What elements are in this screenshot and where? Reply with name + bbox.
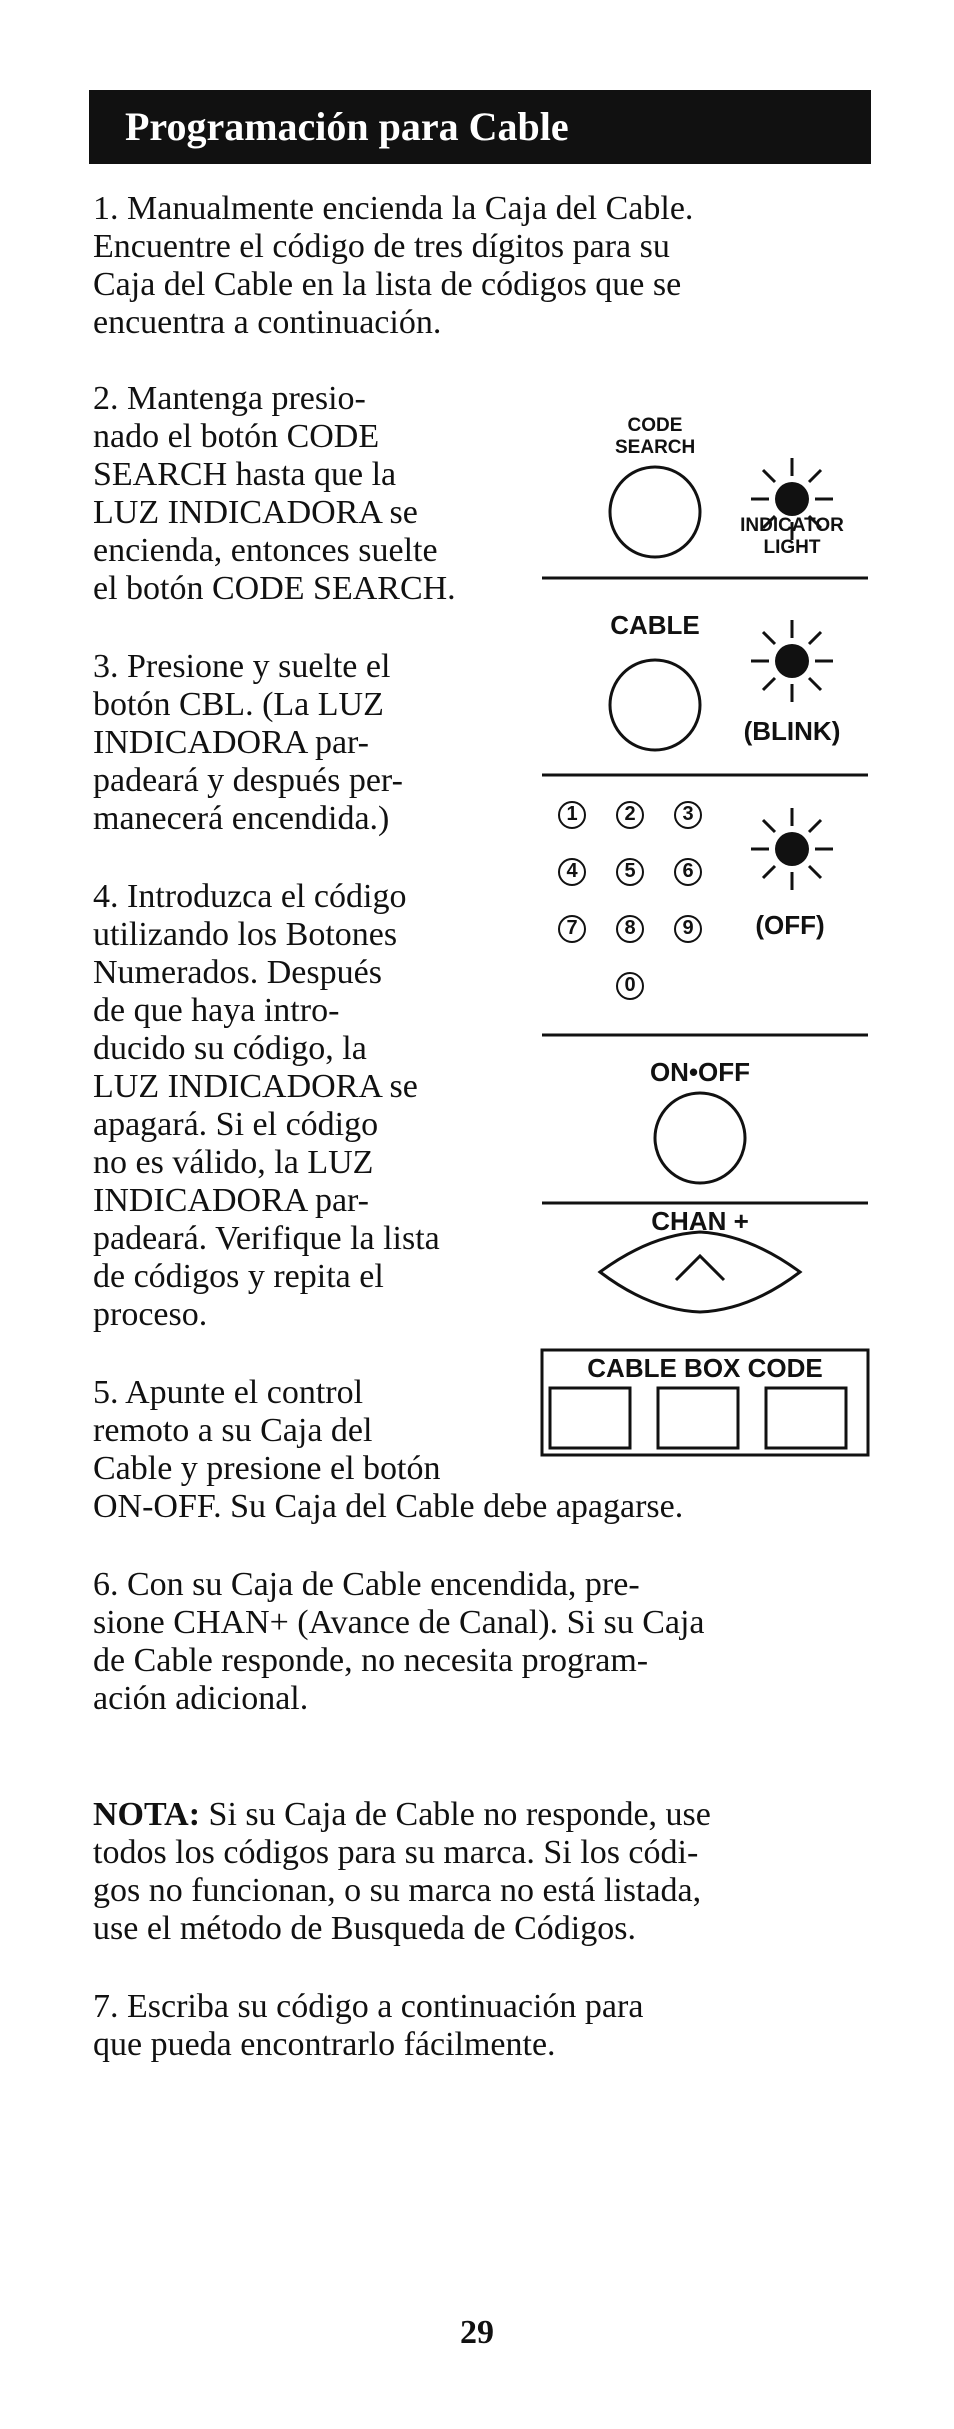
key-4: 4 — [558, 858, 586, 886]
step-4-line-12: proceso. — [93, 1296, 208, 1333]
code-search-label — [615, 415, 695, 459]
note-line-4: use el método de Busqueda de Códigos. — [93, 1910, 636, 1947]
step-6-line-2: sione CHAN+ (Avance de Canal). Si su Caja — [93, 1604, 705, 1641]
step-2-line-6: el botón CODE SEARCH. — [93, 570, 456, 607]
step-4-line-8: no es válido, la LUZ — [93, 1144, 374, 1181]
note-label: NOTA: — [93, 1796, 201, 1833]
step-7-line-2: que pueda encontrarlo fácilmente. — [93, 2026, 556, 2063]
step-3-line-2: botón CBL. (La LUZ — [93, 686, 384, 723]
note-line-2: todos los códigos para su marca. Si los códi- — [93, 1834, 699, 1871]
step-6-line-4: ación adicional. — [93, 1680, 309, 1717]
step-4-line-11: de códigos y repita el — [93, 1258, 384, 1295]
step-3-line-4: padeará y después per- — [93, 762, 403, 799]
step-2-line-1: 2. Mantenga presio- — [93, 380, 366, 417]
key-5: 5 — [616, 858, 644, 886]
step-3-line-3: INDICADORA par- — [93, 724, 370, 761]
key-6: 6 — [674, 858, 702, 886]
step-3-line-1: 3. Presione y suelte el — [93, 648, 391, 685]
indicator-light-label — [737, 515, 847, 559]
cable-button — [610, 660, 700, 750]
section-title-bar — [89, 90, 871, 164]
step-2-line-3: SEARCH hasta que la — [93, 456, 397, 493]
note-line-1 — [93, 1796, 711, 1834]
step-4-line-5: ducido su código, la — [93, 1030, 367, 1067]
indicator-off-icon — [751, 808, 833, 890]
note-line-1-text: Si su Caja de Cable no responde, use — [200, 1796, 711, 1833]
cable-box-code-label: CABLE BOX CODE — [587, 1353, 823, 1383]
step-1-line-3: Caja del Cable en la lista de códigos que se — [93, 266, 682, 303]
step-1-line-1: 1. Manualmente encienda la Caja del Cable. — [93, 190, 694, 227]
step-4-line-10: padeará. Verifique la lista — [93, 1220, 440, 1257]
step-5-line-3: Cable y presione el botón — [93, 1450, 441, 1487]
indicator-light-label-line-2: LIGHT — [763, 537, 821, 558]
step-3-line-5: manecerá encendida.) — [93, 800, 390, 837]
code-digit-box-1 — [550, 1388, 630, 1448]
on-off-label: ON•OFF — [649, 1057, 751, 1087]
step-7-line-1: 7. Escriba su código a continuación para — [93, 1988, 644, 2025]
key-0: 0 — [616, 972, 644, 1000]
step-6-line-1: 6. Con su Caja de Cable encendida, pre- — [93, 1566, 640, 1603]
note-line-3: gos no funcionan, o su marca no está listada, — [93, 1872, 702, 1909]
key-7: 7 — [558, 915, 586, 943]
indicator-light-label-line-1: INDICATOR — [740, 515, 844, 536]
step-1-line-4: encuentra a continuación. — [93, 304, 442, 341]
step-5-line-4: ON-OFF. Su Caja del Cable debe apagarse. — [93, 1488, 684, 1525]
key-3: 3 — [674, 801, 702, 829]
step-4-line-4: de que haya intro- — [93, 992, 340, 1029]
code-digit-box-2 — [658, 1388, 738, 1448]
step-5-line-2: remoto a su Caja del — [93, 1412, 373, 1449]
step-4-line-7: apagará. Si el código — [93, 1106, 379, 1143]
step-4-line-3: Numerados. Después — [93, 954, 382, 991]
chan-plus-label: CHAN + — [651, 1206, 749, 1236]
blink-label: (BLINK) — [743, 716, 841, 746]
step-6-line-3: de Cable responde, no necesita program- — [93, 1642, 649, 1679]
page-number: 29 — [460, 2314, 494, 2351]
key-9: 9 — [674, 915, 702, 943]
step-2-line-5: encienda, entonces suelte — [93, 532, 438, 569]
remote-diagram — [540, 400, 870, 1470]
key-8: 8 — [616, 915, 644, 943]
step-4-line-9: INDICADORA par- — [93, 1182, 370, 1219]
step-4-line-2: utilizando los Botones — [93, 916, 398, 953]
off-label: (OFF) — [755, 910, 825, 940]
cable-label: CABLE — [610, 610, 700, 640]
step-2-line-4: LUZ INDICADORA se — [93, 494, 418, 531]
step-1-line-2: Encuentre el código de tres dígitos para su — [93, 228, 670, 265]
code-digit-box-3 — [766, 1388, 846, 1448]
section-title: Programación para Cable — [125, 104, 569, 149]
indicator-blink-icon — [751, 620, 833, 702]
chan-plus-button — [600, 1232, 800, 1312]
step-4-line-1: 4. Introduzca el código — [93, 878, 407, 915]
key-2: 2 — [616, 801, 644, 829]
step-5-line-1: 5. Apunte el control — [93, 1374, 364, 1411]
key-1: 1 — [558, 801, 586, 829]
code-search-label-line-2: SEARCH — [615, 437, 696, 458]
step-4-line-6: LUZ INDICADORA se — [93, 1068, 418, 1105]
code-search-button — [610, 467, 700, 557]
step-2-line-2: nado el botón CODE — [93, 418, 380, 455]
code-search-label-line-1: CODE — [627, 415, 683, 436]
on-off-button — [655, 1093, 745, 1183]
